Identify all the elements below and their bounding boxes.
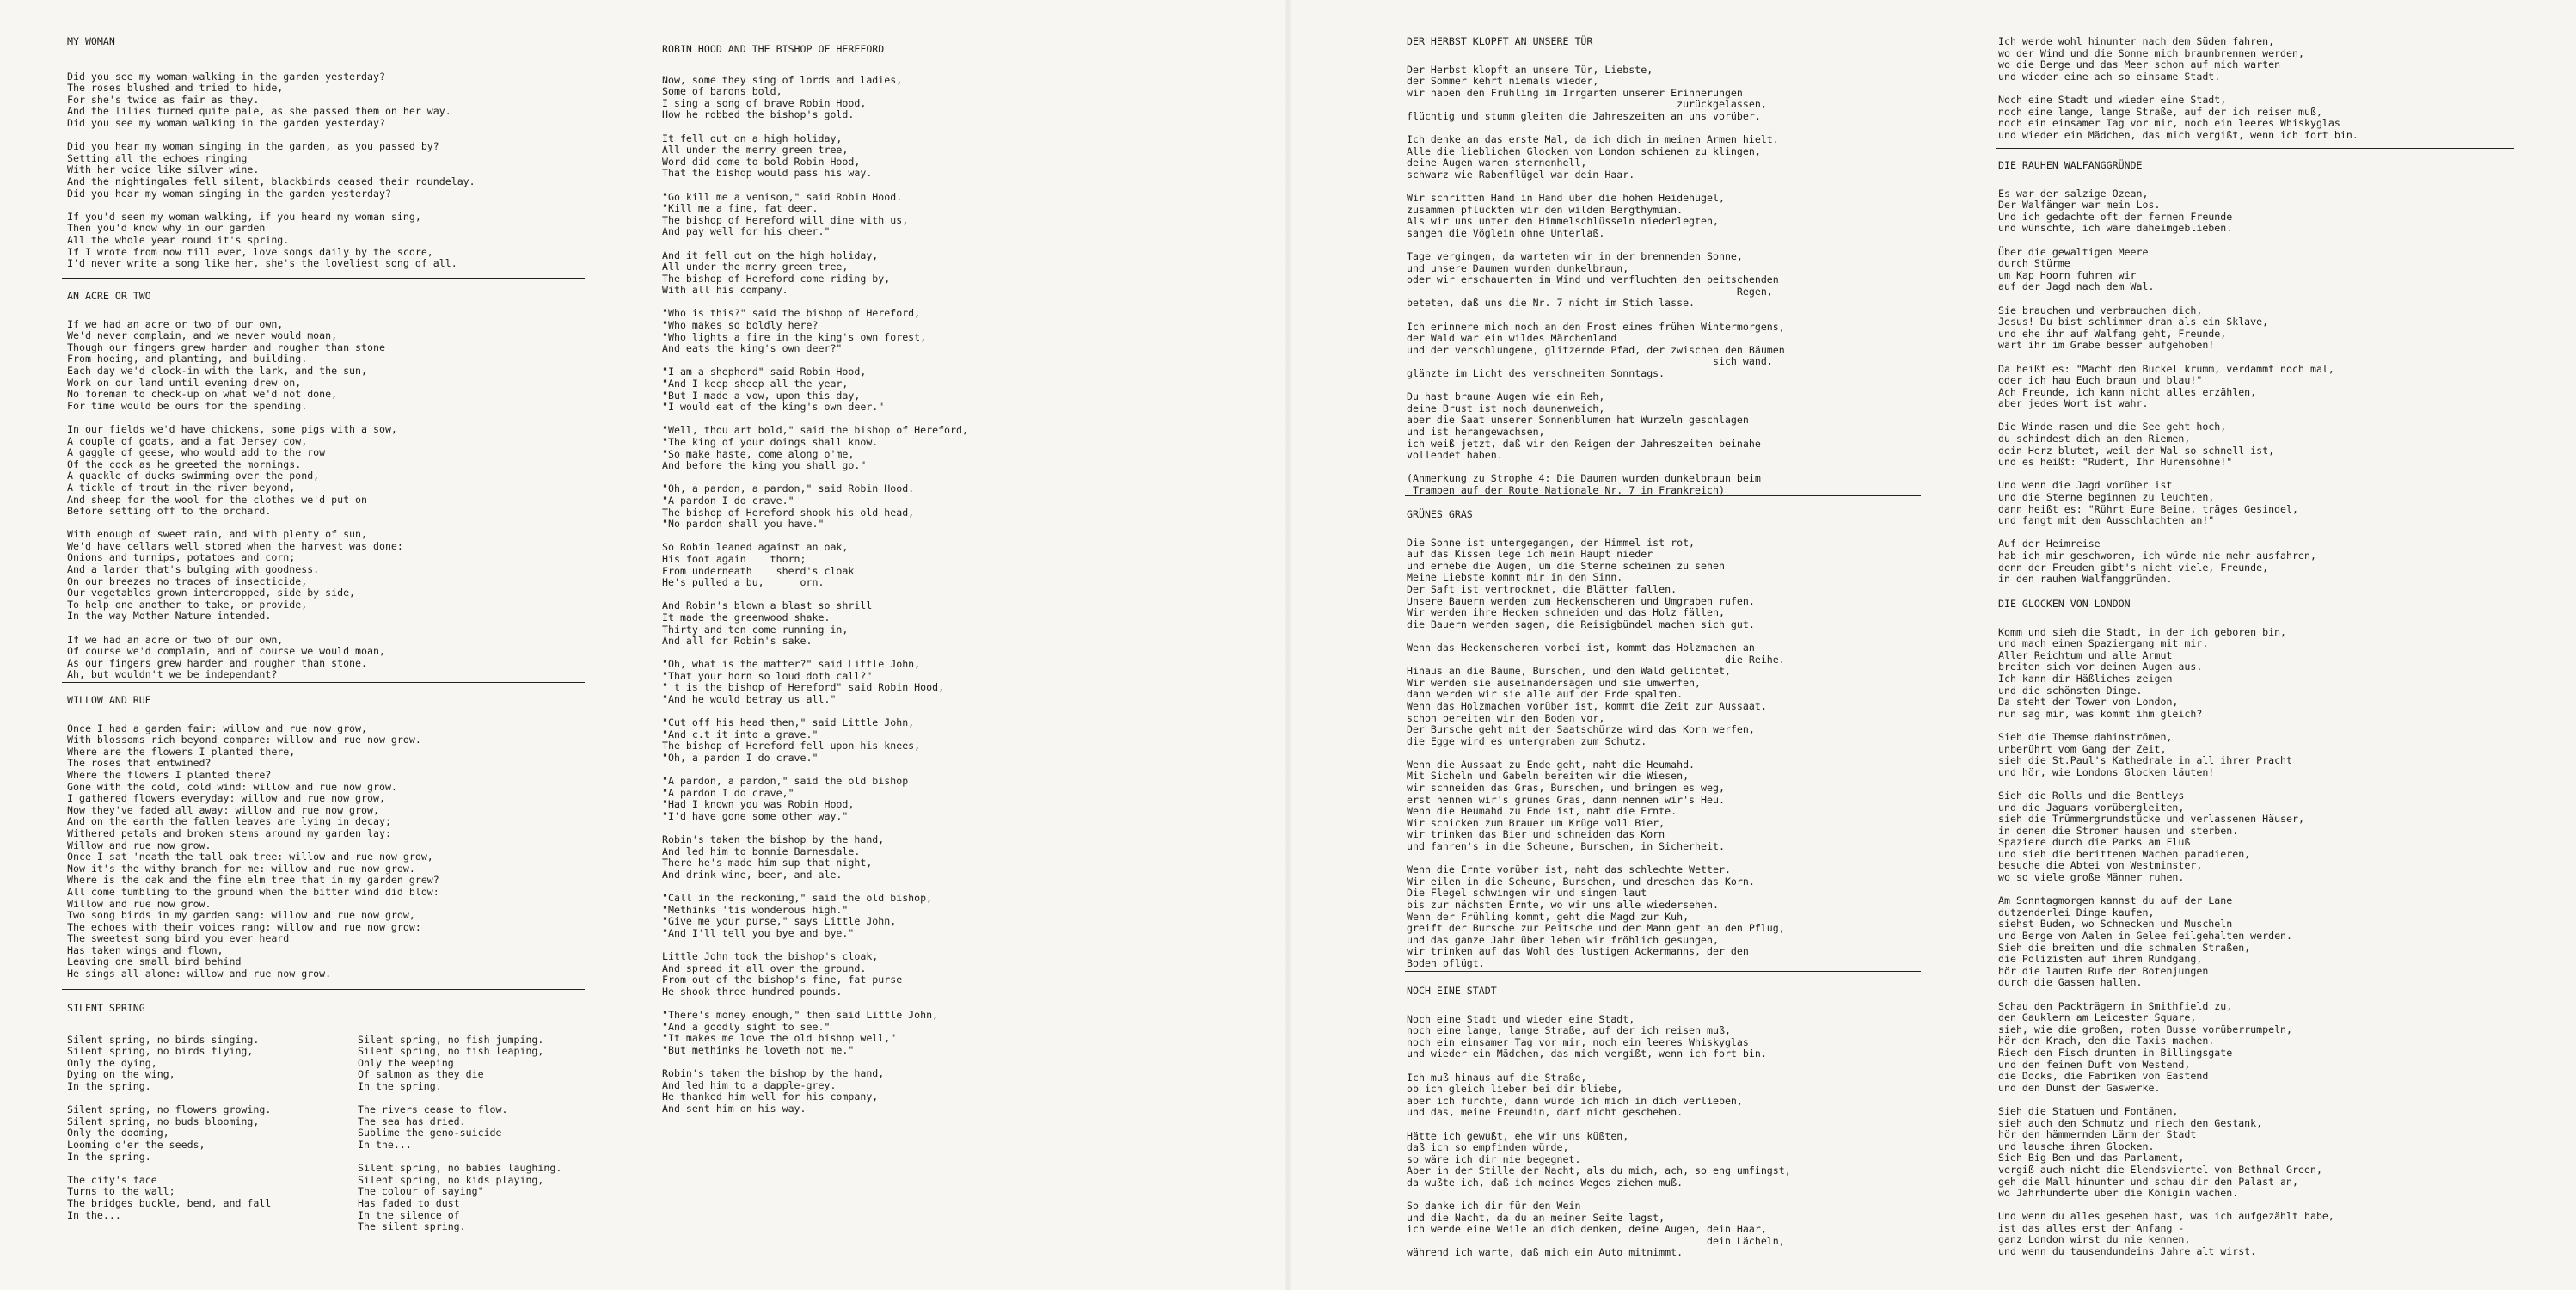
stanza: "There's money enough," then said Little John, "And a goodly sight to see." "It makes me love the old bishop well," "But methinks he loveth not me." bbox=[662, 1009, 939, 1056]
stanza: Schau den Packträgern in Smithfield zu, den Gauklern am Leicester Square, sieh, wie die großen, roten Busse vorüberrumpeln, hör den Krach, den die Taxis machen. Riech den Fisch drunten in Billingsgate und den feinen Duft vom Westend, die Docks, die Fabriken von Eastend und den Dunst der Gaswerke. bbox=[1998, 999, 2293, 1094]
stanza: Sie brauchen und verbrauchen dich, Jesus! Du bist schlimmer dran als ein Sklave, und ehe ihr auf Walfang geht, Freunde, wärt ihr im Grabe besser aufgehoben! bbox=[1998, 304, 2269, 352]
poem-title: NOCH EINE STADT bbox=[1407, 985, 1497, 997]
stanza: Noch eine Stadt und wieder eine Stadt, noch eine lange, lange Straße, auf der ich reisen muß, noch ein einsamer Tag vor mir, noch ein leeres Whiskyglas und wieder ein Mädchen, das mich vergißt, wenn ich fort bin. bbox=[1998, 93, 2358, 141]
stanza: With enough of sweet rain, and with plenty of sun, We'd have cellars well stored when the harvest was done: Onions and turnips, potatoes and corn; And a larder that's bulging with goodness. On our breezes no traces of insecticide, Our vegetables grown intercropped, side by side, To help one another to take, or provide, In the way Mother Nature intended. bbox=[67, 528, 403, 623]
footnote: (Anmerkung zu Strophe 4: Die Daumen wurden dunkelbraun beim Trampen auf der Route Nationale Nr. 7 in Frankreich) bbox=[1407, 472, 1761, 496]
poem-willow-and-rue bbox=[67, 695, 439, 980]
stanza: Es war der salzige Ozean, Der Walfänger war mein Los. Und ich gedachte oft der fernen Freunde und wünschte, ich wäre daheimgeblieben. bbox=[1998, 187, 2233, 235]
poem-die-rauhen-walfanggruende bbox=[1998, 160, 2334, 586]
page2-column2 bbox=[1998, 0, 2531, 1290]
stanza: Am Sonntagmorgen kannst du auf der Lane dutzenderlei Dinge kaufen, siehst Buden, wo Schnecken und Muscheln und Berge von Aalen in Gelee feilgehalten werden. Sieh die breiten und die schmalen Straßen, die Polizisten auf ihrem Rundgang, hör die lauten Rufe der Botenjungen durch die Gassen hallen. bbox=[1998, 894, 2293, 989]
stanza: And Robin's blown a blast so shrill It made the greenwood shake. Thirty and ten come running in, And all for Robin's sake. bbox=[662, 599, 873, 648]
poem-title: DIE GLOCKEN VON LONDON bbox=[1998, 598, 2131, 610]
poem-gruenes-gras bbox=[1407, 509, 1785, 970]
stanza: "Go kill me a venison," said Robin Hood. "Kill me a fine, fat deer. The bishop of Hereford will dine with us, And pay well for his cheer." bbox=[662, 190, 909, 238]
stanza: If we had an acre or two of our own, Of course we'd complain, and of course we would moan, As our fingers grew harder and rougher than stone. Ah, but wouldn't we be independant? bbox=[67, 633, 385, 681]
poem-title: AN ACRE OR TWO bbox=[67, 290, 151, 302]
stanza: Ich erinnere mich noch an den Frost eines frühen Wintermorgens, der Wald war ein wildes Märchenland und der verschlungene, glitzernde Pfad, der zwischen den Bäumen sich wand, glänzte im Licht des verschneiten Sonntags. bbox=[1407, 320, 1785, 380]
stanza: Ich werde wohl hinunter nach dem Süden fahren, wo der Wind und die Sonne mich braunbrennen werden, wo die Berge und das Meer schon auf mich warten und wieder eine ach so einsame Stadt. bbox=[1998, 35, 2304, 83]
stanza: Ich muß hinaus auf die Straße, ob ich gleich lieber bei dir bliebe, aber ich fürchte, dann würde ich mich in dich verlieben, und das, meine Freundin, darf nicht geschehen. bbox=[1407, 1071, 1743, 1119]
stanza: Der Herbst klopft an unsere Tür, Liebste, der Sommer kehrt niemals wieder, wir haben den Frühling im Irrgarten unserer Erinnerungen zurückgelassen, flüchtig und stumm gleiten die Jahreszeiten an uns vorüber. bbox=[1407, 63, 1767, 122]
stanza: Once I had a garden fair: willow and rue now grow, With blossoms rich beyond compare: willow and rue now grow. Where are the flowers I planted there, The roses that entwined? Where the flowers I planted there? Gone with the cold, cold wind: willow and rue now grow. I gathered flowers everyday: willow and rue now grow, Now they've faded all away: willow and rue now grow, And on the earth the fallen leaves are lying in decay; Withered petals and broken stems around my garden lay: Willow and rue now grow. Once I sat 'neath the tall oak tree: willow and rue now grow, Now it's the withy branch for me: willow and rue now grow. Where is the oak and the fine elm tree that in my garden grew? All come tumbling to the ground when the bitter wind did blow: Willow and rue now grow. Two song birds in my garden sang: willow and rue now grow, The echoes with their voices rang: willow and rue now grow: The sweetest song bird you ever heard Has taken wings and flown, Leaving one small bird behind He sings all alone: willow and rue now grow. bbox=[67, 722, 439, 980]
section-divider bbox=[1405, 971, 1921, 972]
stanza: Wenn das Heckenscheren vorbei ist, kommt das Holzmachen an die Reihe. Hinaus an die Bäume, Burschen, und den Wald gelichtet, Wir werden sie auseinandersägen und sie umwerfen, dann werden wir sie alle auf der Erde spalten. Wenn das Holzmachen vorüber ist, kommt die Zeit zur Aussaat, schon bereiten wir den Boden vor, Der Bursche geht mit der Saatschürze wird das Korn werfen, die Egge wird es untergraben zum Schutz. bbox=[1407, 641, 1785, 747]
stanza: Da heißt es: "Macht den Buckel krumm, verdammt noch mal, oder ich hau Euch braun und blau!" Ach Freunde, ich kann nicht alles erzählen, aber jedes Wort ist wahr. bbox=[1998, 362, 2334, 410]
stanza: "Cut off his head then," said Little John, "And c.t it into a grave." The bishop of Hereford fell upon his knees, "Oh, a pardon I do crave." bbox=[662, 716, 921, 765]
stanza: Now, some they sing of lords and ladies, Some of barons bold, I sing a song of brave Robin Hood, How he robbed the bishop's gold. bbox=[662, 73, 903, 121]
silent-spring-right bbox=[358, 1035, 561, 1233]
stanza: "Call in the reckoning," said the old bishop, "Methinks 'tis wonderous high." "Give me your purse," says Little John, "And I'll tell you bye and bye." bbox=[662, 892, 933, 939]
stanza: Wenn die Ernte vorüber ist, naht das schlechte Wetter. Wir eilen in die Scheune, Burschen, und dreschen das Korn. Die Flegel schwingen wir und singen laut bis zur nächsten Ernte, wo wir uns alle wiedersehen. Wenn der Frühling kommt, geht die Magd zur Kuh, greift der Bursche zur Peitsche und der Mann geht an den Pflug, und das ganze Jahr über leben wir fröhlich gesungen, wir trinken auf das Wohl des lustigen Ackermanns, der den Boden pflügt. bbox=[1407, 863, 1785, 969]
stanza: The city's face Turns to the wall; The bridges buckle, bend, and fall In the... bbox=[67, 1173, 272, 1221]
stanza: If we had an acre or two of our own, We'd never complain, and we never would moan, Though our fingers grew harder and rougher than stone From hoeing, and planting, and building. Each day we'd clock-in with the lark, and the sun, Work on our land until evening drew on, No foreman to check-up on what we'd not done, For time would be ours for the spending. bbox=[67, 317, 385, 412]
poem-title: GRÜNES GRAS bbox=[1407, 508, 1473, 520]
stanza: Wir schritten Hand in Hand über die hohen Heidehügel, zusammen pflückten wir den wilden Bergthymian. Als wir uns unter den Himmelschlüsseln niederlegten, sangen die Vöglein ohne Unterlaß. bbox=[1407, 192, 1725, 239]
stanza: Du hast braune Augen wie ein Reh, deine Brust ist noch daunenweich, aber die Saat unserer Sonnenblumen hat Wurzeln geschlagen und ist herangewachsen, ich weiß jetzt, daß wir den Reigen der Jahreszeiten beinahe vollendet haben. bbox=[1407, 390, 1761, 462]
poem-die-glocken-von-london bbox=[1998, 599, 2334, 1258]
stanza: So Robin leaned against an oak, His foot again thorn; From underneath sherd's cloak He's pulled a bu, orn. bbox=[662, 541, 855, 589]
stanza: Über die gewaltigen Meere durch Stürme um Kap Hoorn fuhren wir auf der Jagd nach dem Wal. bbox=[1998, 245, 2155, 293]
stanza: Silent spring, no babies laughing. Silent spring, no kids playing, The colour of saying" Has faded to dust In the silence of The silent spring. bbox=[358, 1162, 562, 1233]
page-fold bbox=[1285, 0, 1291, 1290]
stanza: "Who is this?" said the bishop of Hereford, "Who makes so boldly here? "Who lights a fire in the king's own forest, And eats the king's own deer?" bbox=[662, 307, 927, 355]
stanza: Sieh die Statuen und Fontänen, sieh auch den Schmutz und riech den Gestank, hör den hämmernden Lärm der Stadt und lausche ihren Glocken. Sieh Big Ben und das Parlament, vergiß auch nicht die Elendsviertel von Bethnal Green, geh die Mall hinunter und schau dir den Palast an, wo Jahrhunderte über die Königin wachen. bbox=[1998, 1104, 2322, 1200]
stanza: Und wenn du alles gesehen hast, was ich aufgezählt habe, ist das alles erst der Anfang - ganz London wirst du nie kennen, und wenn du tausendundeins Jahre alt wirst. bbox=[1998, 1210, 2334, 1258]
poem-der-herbst bbox=[1407, 36, 1785, 497]
stanza: Auf der Heimreise hab ich mir geschworen, ich würde nie mehr ausfahren, denn der Freuden gibt's nicht viele, Freunde, in den rauhen Walfanggründen. bbox=[1998, 538, 2316, 586]
stanza: It fell out on a high holiday, All under the merry green tree, Word did come to bold Robin Hood, That the bishop would pass his way. bbox=[662, 132, 873, 180]
section-divider bbox=[1996, 148, 2514, 149]
poem-an-acre-or-two bbox=[67, 291, 403, 681]
stanza: Und wenn die Jagd vorüber ist und die Sterne beginnen zu leuchten, dann heißt es: "Rührt Eure Beine, träges Gesindel, und fangt mit dem Ausschlachten an!" bbox=[1998, 479, 2299, 527]
stanza: Sieh die Rolls und die Bentleys und die Jaguars vorübergleiten, sieh die Trümmergrundstücke und verlassenen Häuser, in denen die Stromer hausen und sterben. Spaziere durch die Parks am Fluß und sieh die berittenen Wachen paradieren, besuche die Abtei von Westminster, wo so viele große Männer ruhen. bbox=[1998, 789, 2304, 884]
poem-noch-eine-stadt-continued bbox=[1998, 36, 2358, 141]
stanza: "I am a shepherd" said Robin Hood, "And I keep sheep all the year, "But I made a vow, upon this day, "I would eat of the king's own deer." bbox=[662, 366, 885, 414]
stanza: "Oh, what is the matter?" said Little John, "That your horn so loud doth call?" " t is the bishop of Hereford" said Robin Hood, "And he would betray us all." bbox=[662, 658, 945, 706]
stanza: Tage vergingen, da warteten wir in der brennenden Sonne, und unsere Daumen wurden dunkelbraun, oder wir erschauerten im Wind und verfluchten den peitschenden Regen, beteten, daß uns die Nr. 7 nicht im Stich lasse. bbox=[1407, 250, 1779, 310]
stanza: Noch eine Stadt und wieder eine Stadt, noch eine lange, lange Straße, auf der ich reisen muß, noch ein einsamer Tag vor mir, noch ein leeres Whiskyglas und wieder ein Mädchen, das mich vergißt, wenn ich fort bin. bbox=[1407, 1012, 1767, 1060]
section-divider bbox=[62, 278, 585, 279]
stanza: "Well, thou art bold," said the bishop of Hereford, "The king of your doings shall know. "So make haste, come along o'me, And before the king you shall go." bbox=[662, 424, 968, 472]
section-divider bbox=[62, 682, 585, 683]
stanza: Silent spring, no birds singing. Silent spring, no birds flying, Only the dying, Dying on the wing, In the spring. bbox=[67, 1033, 260, 1092]
poem-title: DER HERBST KLOPFT AN UNSERE TÜR bbox=[1407, 35, 1593, 47]
poem-silent-spring bbox=[67, 1003, 592, 1258]
stanza: In our fields we'd have chickens, some pigs with a sow, A couple of goats, and a fat Jersey cow, A gaggle of geese, who would add to the row Of the cock as he greeted the mornings. A quackle of ducks swimming over the pond, A tickle of trout in the river beyond, And sheep for the wool for the clothes we'd put on Before setting off to the orchard. bbox=[67, 422, 397, 518]
poem-title: MY WOMAN bbox=[67, 35, 115, 47]
poem-title: SILENT SPRING bbox=[67, 1002, 145, 1014]
page1-column2 bbox=[662, 0, 1212, 1290]
stanza: The rivers cease to flow. The sea has dried. Sublime the geno-suicide In the... bbox=[358, 1103, 508, 1151]
poem-my-woman bbox=[67, 36, 475, 270]
stanza: Die Sonne ist untergegangen, der Himmel ist rot, auf das Kissen lege ich mein Haupt nieder und erhebe die Augen, um die Sterne scheinen zu sehen Meine Liebste kommt mir in den Sinn. Der Saft ist vertrocknet, die Blätter fallen. Unsere Bauern werden zum Heckenscheren und Umgraben rufen. Wir werden ihre Hecken schneiden und das Holz fällen, die Bauern werden sagen, die Reisigbündel machen sich gut. bbox=[1407, 536, 1755, 630]
stanza: So danke ich dir für den Wein und die Nacht, da du an meiner Seite lagst, ich werde eine Weile an dich denken, deine Augen, dein Haar, dein Lächeln, während ich warte, daß mich ein Auto mitnimmt. bbox=[1407, 1200, 1785, 1259]
stanza: Little John took the bishop's cloak, And spread it all over the ground. From out of the bishop's fine, fat purse He shook three hundred pounds. bbox=[662, 950, 903, 998]
stanza: Silent spring, no fish jumping. Silent spring, no fish leaping, Only the weeping Of salmon as they die In the spring. bbox=[358, 1033, 544, 1092]
stanza: If you'd seen my woman walking, if you heard my woman sing, Then you'd know why in our garden All the whole year round it's spring. If I wrote from now till ever, love songs daily by the score, I'd never write a song like her, she's the loveliest song of all. bbox=[67, 210, 457, 270]
stanza: Robin's taken the bishop by the hand, And led him to bonnie Barnesdale. There he's made him sup that night, And drink wine, beer, and ale. bbox=[662, 833, 885, 881]
stanza: And it fell out on the high holiday, All under the merry green tree, The bishop of Hereford come riding by, With all his company. bbox=[662, 249, 891, 297]
page1-column1 bbox=[67, 0, 592, 1290]
stanza: Did you see my woman walking in the garden yesterday? The roses blushed and tried to hide, For she's twice as fair as they. And the lilies turned quite pale, as she passed them on her way. Did you see my woman walking in the garden yesterday? bbox=[67, 70, 451, 129]
poem-robin-hood bbox=[662, 44, 968, 1115]
section-divider bbox=[62, 989, 585, 990]
silent-spring-left bbox=[67, 1035, 271, 1222]
page2-column1 bbox=[1407, 0, 1957, 1290]
poem-title: ROBIN HOOD AND THE BISHOP OF HEREFORD bbox=[662, 43, 885, 55]
stanza: "A pardon, a pardon," said the old bishop "A pardon I do crave," "Had I known you was Robin Hood, "I'd have gone some other way." bbox=[662, 775, 909, 822]
poem-title: DIE RAUHEN WALFANGGRÜNDE bbox=[1998, 159, 2143, 171]
poem-title: WILLOW AND RUE bbox=[67, 694, 151, 706]
stanza: Wenn die Aussaat zu Ende geht, naht die Heumahd. Mit Sicheln und Gabeln bereiten wir die Wiesen, wir schneiden das Gras, Burschen, und bringen es weg, erst nennen wir's grünes Gras, dann nennen wir's Heu. Wenn die Heumahd zu Ende ist, naht die Ernte. Wir schicken zum Brauer um Krüge voll Bier, wir trinken das Bier und schneiden das Korn und fahren's in die Scheune, Burschen, in Sicherheit. bbox=[1407, 758, 1725, 853]
poem-noch-eine-stadt bbox=[1407, 986, 1791, 1259]
stanza: Silent spring, no flowers growing. Silent spring, no buds blooming, Only the dooming, Looming o'er the seeds, In the spring. bbox=[67, 1103, 272, 1163]
stanza: "Oh, a pardon, a pardon," said Robin Hood. "A pardon I do crave." The bishop of Hereford shook his old head, "No pardon shall you have." bbox=[662, 482, 915, 531]
stanza: Hätte ich gewußt, ehe wir uns küßten, daß ich so empfinden würde, so wäre ich dir nie begegnet. Aber in der Stille der Nacht, als du mich, ach, so eng umfingst, da wußte ich, daß ich meines Weges ziehen muß. bbox=[1407, 1129, 1791, 1189]
stanza: Robin's taken the bishop by the hand, And led him to a dapple-grey. He thanked him well for his company, And sent him on his way. bbox=[662, 1067, 885, 1115]
stanza: Die Winde rasen und die See geht hoch, du schindest dich an den Riemen, dein Herz blutet, weil der Wal so schnell ist, und es heißt: "Rudert, Ihr Hurensöhne!" bbox=[1998, 421, 2275, 469]
stanza: Sieh die Themse dahinströmen, unberührt vom Gang der Zeit, sieh die St.Paul's Kathedrale in all ihrer Pracht und hör, wie Londons Glocken läuten! bbox=[1998, 730, 2293, 778]
section-divider bbox=[1405, 495, 1921, 496]
stanza: Komm und sieh die Stadt, in der ich geboren bin, und mach einen Spaziergang mit mir. Aller Reichtum und alle Armut breiten sich vor deinen Augen aus. Ich kann dir Häßliches zeigen und die schönsten Dinge. Da steht der Tower von London, nun sag mir, was kommt ihm gleich? bbox=[1998, 625, 2287, 720]
stanza: Did you hear my woman singing in the garden, as you passed by? Setting all the echoes ringing With her voice like silver wine. And the nightingales fell silent, blackbirds ceased their roundelay. Did you hear my woman singing in the garden yesterday? bbox=[67, 140, 475, 200]
stanza: Ich denke an das erste Mal, da ich dich in meinen Armen hielt. Alle die lieblichen Glocken von London schienen zu klingen, deine Augen waren sternenhell, schwarz wie Rabenflügel war dein Haar. bbox=[1407, 133, 1779, 181]
